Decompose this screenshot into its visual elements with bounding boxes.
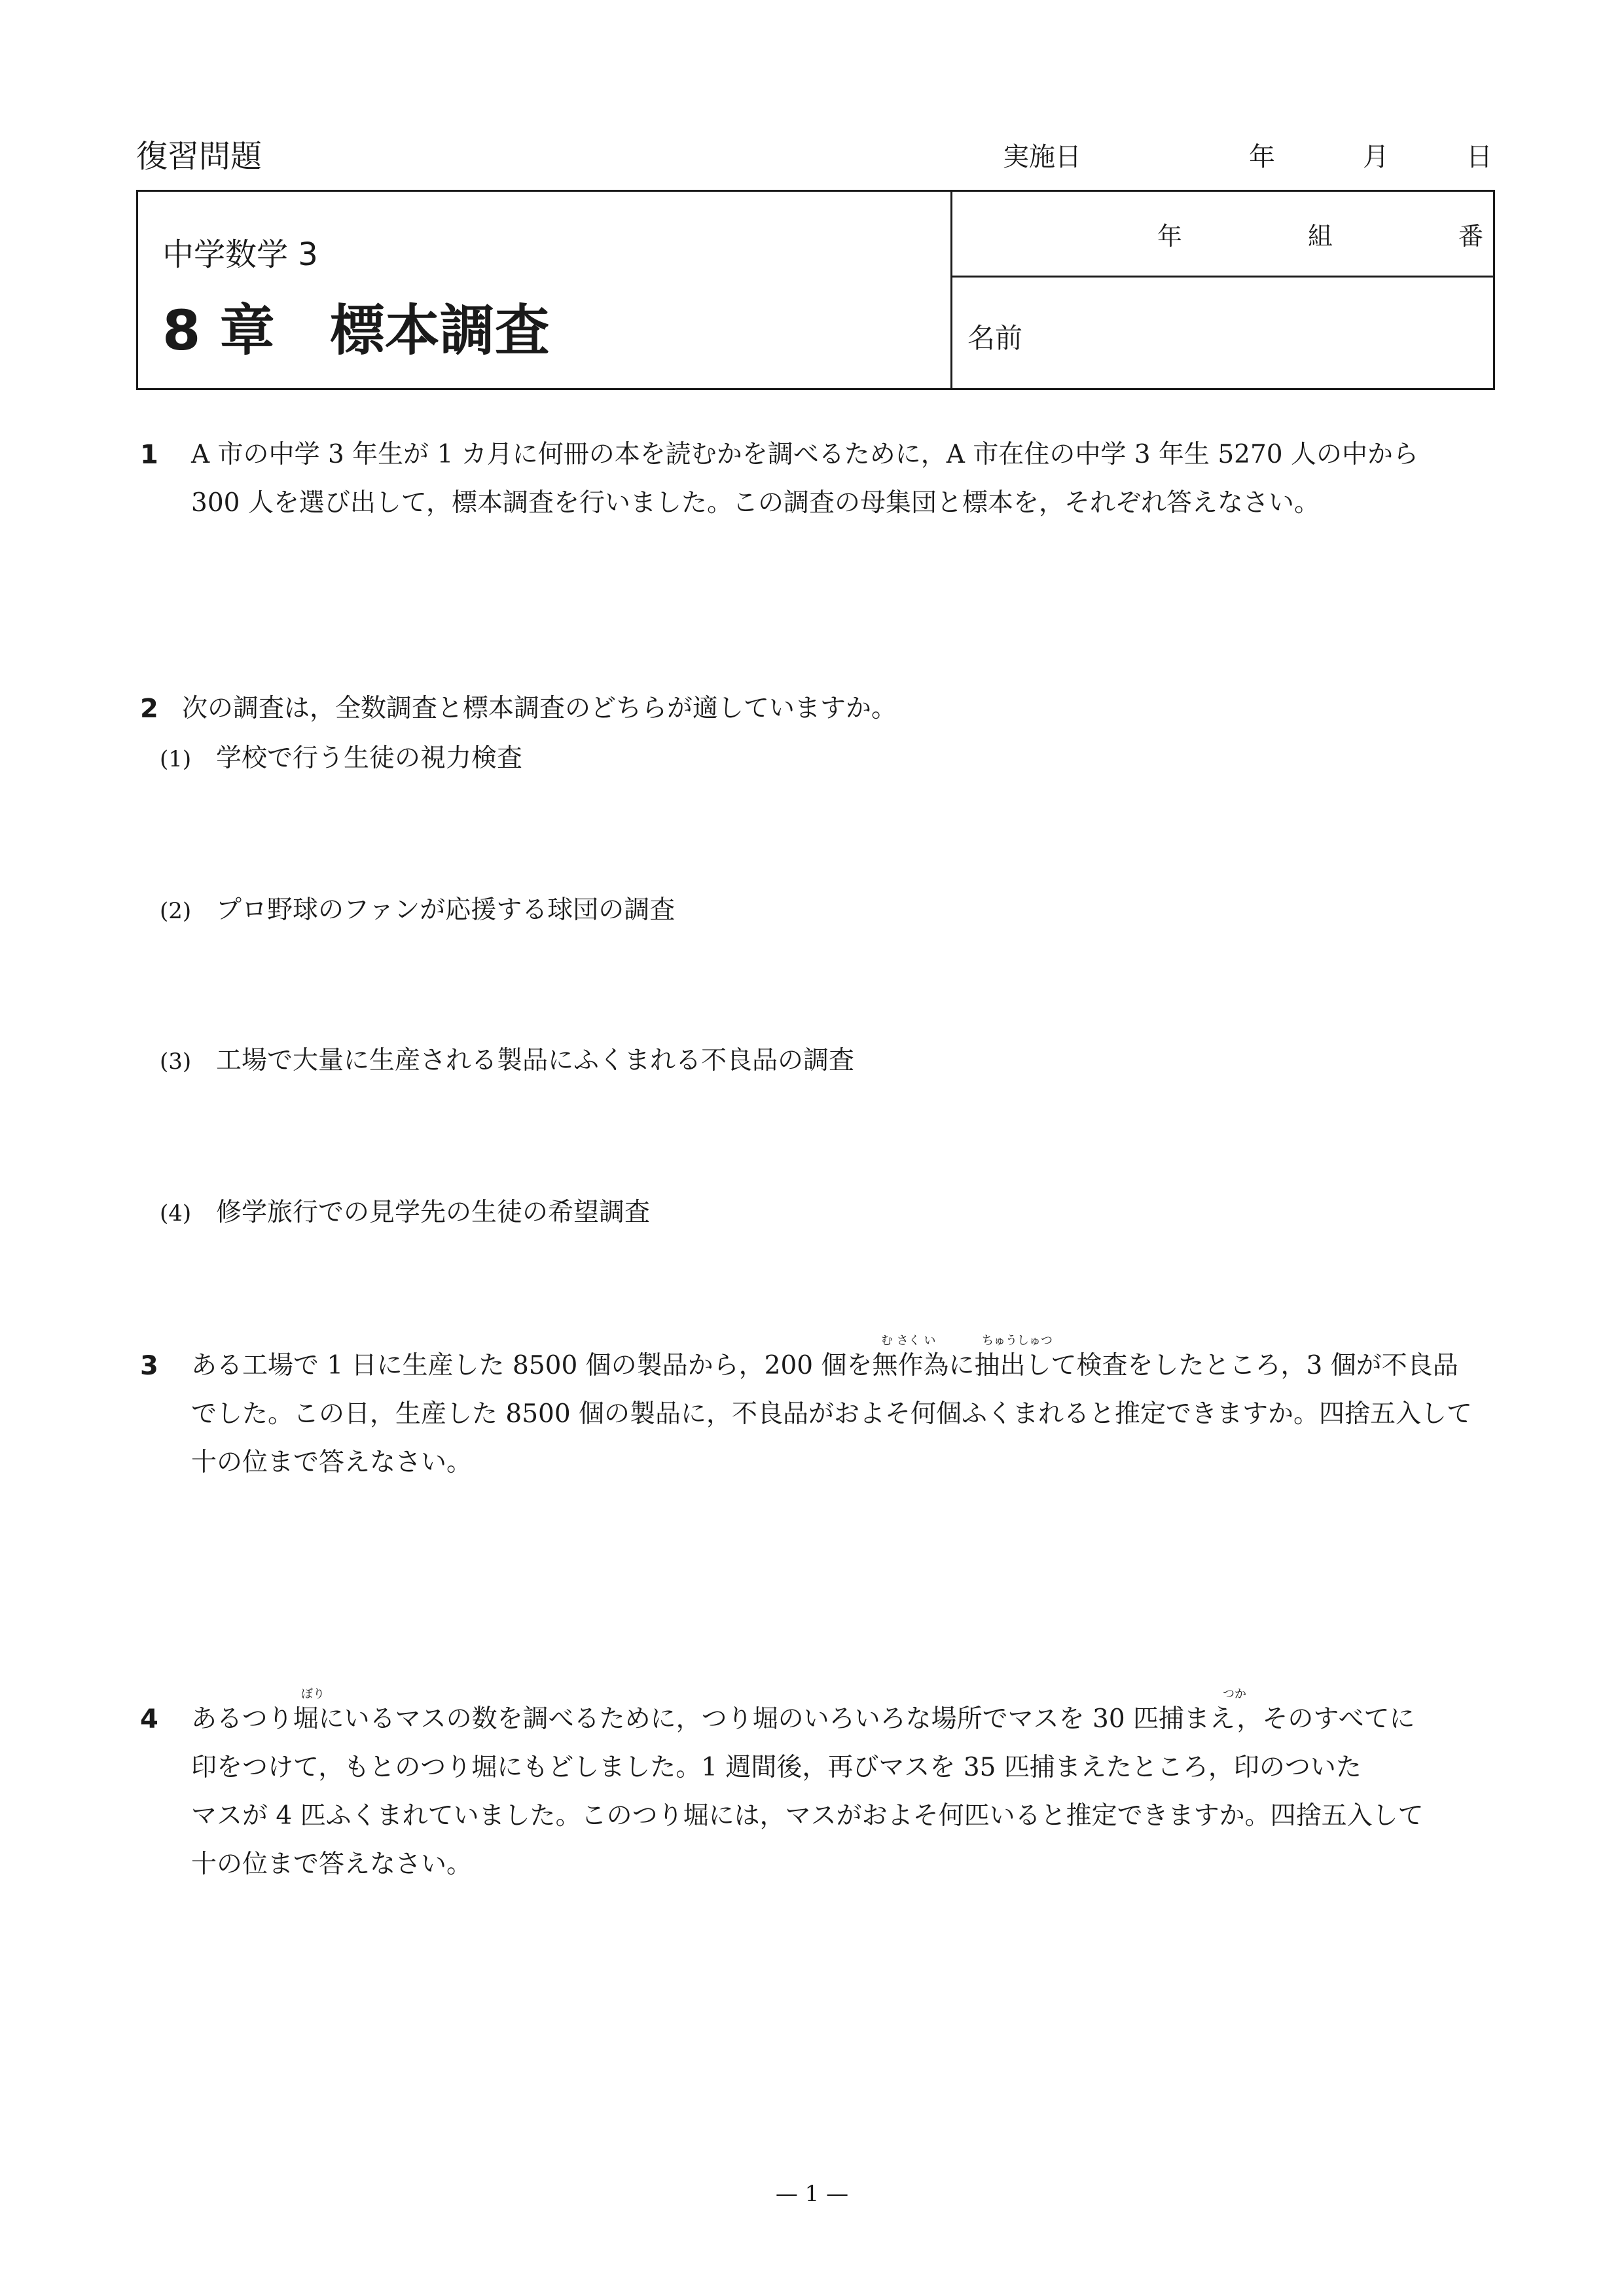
page-number: — 1 —	[775, 2181, 849, 2207]
date-month-label: 月	[1363, 142, 1389, 172]
review-title: 復習問題	[136, 138, 262, 175]
question-2-item-1-text: 学校で行う生徒の視力検査	[216, 744, 523, 773]
question-3-line-3: 十の位まで答えなさい。	[191, 1448, 473, 1477]
question-1-text	[191, 431, 1418, 528]
question-1-line-2: 300 人を選び出して，標本調査を行いました。この調査の母集団と標本を，それぞれ答えなさい。	[191, 488, 1320, 518]
date-year-label: 年	[1249, 142, 1275, 172]
question-3-ruby-musakui: む さく い	[881, 1334, 936, 1348]
class-label: 組	[1308, 222, 1333, 251]
question-2-item-1-label: (1)	[160, 746, 192, 772]
question-2-item-4-label: (4)	[160, 1200, 192, 1227]
question-3-text	[191, 1342, 1472, 1487]
title-box-divider	[950, 190, 952, 390]
question-2-item-2-label: (2)	[160, 898, 192, 924]
question-4-ruby-bori: ぼり	[301, 1687, 325, 1701]
question-4-line-1: あるつり堀にいるマスの数を調べるために，つり堀のいろいろな場所でマスを 30 匹捕まえ，そのすべてに	[191, 1704, 1415, 1734]
question-3-line-1: ある工場で 1 日に生産した 8500 個の製品から，200 個を無作為に抽出して検査をしたところ，3 個が不良品	[191, 1351, 1458, 1380]
question-2-item-2-text: プロ野球のファンが応援する球団の調査	[216, 895, 676, 925]
name-label: 名前	[967, 322, 1023, 354]
question-4-ruby-tsuka: つか	[1223, 1687, 1246, 1701]
date-day-label: 日	[1466, 142, 1492, 172]
question-2-item-3-label: (3)	[160, 1049, 192, 1075]
question-3-ruby-chushutsu: ちゅうしゅつ	[982, 1334, 1053, 1348]
question-2-intro: 次の調査は，全数調査と標本調査のどちらが適していますか。	[182, 694, 897, 723]
question-3-number: 3	[140, 1351, 158, 1381]
number-label: 番	[1458, 222, 1484, 251]
question-4-text	[191, 1695, 1424, 1889]
title-box-hdivider	[950, 276, 1495, 278]
question-1-line-1: A 市の中学 3 年生が 1 カ月に何冊の本を読むかを調べるために，A 市在住の中学 3 年生 5270 人の中から	[191, 440, 1418, 469]
question-1-number: 1	[140, 440, 158, 470]
question-4-line-2: 印をつけて，もとのつり堀にもどしました。1 週間後，再びマスを 35 匹捕まえたところ，印のついた	[191, 1753, 1362, 1782]
question-4-line-4: 十の位まで答えなさい。	[191, 1850, 473, 1879]
grade-label: 年	[1157, 222, 1183, 251]
question-4-line-3: マスが 4 匹ふくまれていました。このつり堀には，マスがおよそ何匹いると推定できますか。四捨五入して	[191, 1801, 1424, 1831]
question-2-number: 2	[140, 694, 158, 724]
question-2-item-4-text: 修学旅行での見学先の生徒の希望調査	[216, 1198, 651, 1227]
chapter-title: 8 章 標本調査	[162, 298, 550, 363]
subject-label: 中学数学 3	[162, 236, 318, 273]
date-label: 実施日	[1003, 142, 1081, 172]
question-4-number: 4	[140, 1704, 158, 1734]
question-2-item-3-text: 工場で大量に生産される製品にふくまれる不良品の調査	[216, 1046, 855, 1075]
question-3-line-2: でした。この日，生産した 8500 個の製品に，不良品がおよそ何個ふくまれると推定できますか。四捨五入して	[191, 1399, 1473, 1429]
